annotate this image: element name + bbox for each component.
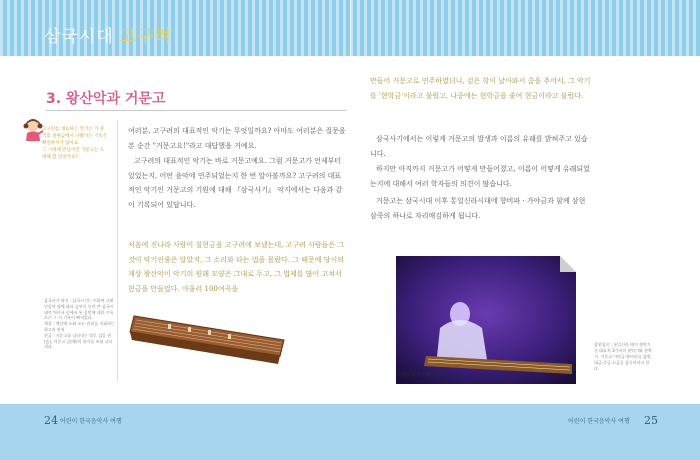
geomungo-illustration: [128, 312, 288, 372]
girl-figure-icon: [22, 117, 44, 141]
section-title: 3. 왕산악과 거문고: [46, 91, 166, 107]
record-quote-continued: 만들어 거문고로 연주하였더니, 검은 학이 날아와서 춤을 추어서, 그 악기를 '현학금'이라고 불렀고, 나중에는 현학금을 줄여 현금이라고 불렀다.: [370, 77, 591, 100]
right-running-title: 어린이 한국음악사 여행: [568, 418, 630, 425]
left-running-title: 어린이 한국음악사 여행: [60, 418, 122, 425]
record-quote: 처음에 진나라 사람이 칠현금을 고구려에 보냈는데, 고구려 사람들은 그것이 악기인줄은 알았지, 그 소리와 타는 법을 몰랐다. 그 때문에 당시의 재상 왕산악이 악기의 원래 모양은 그대로 두고, 그 법제를 많이 고쳐서 현금을 만들었다. 아울러 100여곡을: [128, 241, 345, 293]
side-note-line2: 그 시대에 만들어진 거문고는 도대체 할 일일까요?: [42, 148, 105, 160]
left-page-number: 24: [44, 414, 58, 427]
page-gutter: [350, 0, 351, 56]
right-page-number: 25: [644, 414, 658, 427]
left-paragraph-2: 고구려의 대표적인 악기는 바로 거문고예요. 그럼 거문고가 언제부터 있었는지, 어떤 음악에 연주되었는지 한 번 알아볼까요? 고구려의 대표적인 악기인 거문고의 기원에 대해 『삼국사기』 악지에서는 다음과 같이 기록되어 있답니다.: [128, 157, 343, 209]
side-note-question: 고구려를 대표하는 악기는 가 중국의 칠현금에서 나왔다는 기록은 확실하지가 않아요.: [42, 127, 108, 146]
photo-note: 삼현삼죽 : 통일신라 때의 향악기 중 대표적 3가지의 현악기와 관악기. 거문고·가야금·향비파를 삼현, 대금·중금·소금을 삼죽이라고 한다.: [594, 342, 652, 371]
header-band: [0, 0, 700, 56]
footnote-3: 현금 : 거문고를 나타내는 말로 검을 현(玄), 거문고 금(琴)의 한자를 조합 나타낸다.: [44, 332, 113, 350]
header-title-period: 삼국시대: [44, 27, 114, 47]
header-title-kingdom: 고구려: [119, 27, 172, 47]
footnotes: [44, 298, 116, 350]
footer-band: [0, 404, 700, 460]
side-note: [42, 126, 108, 161]
footnote-1: 삼국사기 악지 : 삼국시기는 이하여 고려 인종의 명에 따라 김부식 등이 쓴 삼국시대의 역사서 중에서 통 음악에 대한 기록으로 그 이 기록이 빠져있다.: [44, 298, 114, 321]
header-title: [44, 22, 172, 47]
left-paragraph-1: 여러분, 고구려의 대표적인 악기는 무엇일까요? 아마도 여러분은 질문을 본 순간 "거문고요!"라고 대답했을 거예요.: [128, 127, 346, 150]
title-rule: [46, 110, 346, 111]
right-paragraph-2: 하지만 아직까지 거문고가 어떻게 만들어졌고, 이름이 어떻게 유래되었는지에 대해서 여러 학자들의 의견이 많습니다.: [370, 165, 590, 188]
right-paragraph-3: 거문고는 삼국시대 이후 통일신라시대에 향비파 · 가야금과 함께 삼현삼죽의 하나로 자리매김하게 됩니다.: [370, 197, 586, 220]
photo-caption: 거문고를 연주하는 모습: [398, 373, 445, 378]
footnote-2: 재상 : 옛날에 도와 모든 관리를 지휘하는 최고의 관직: [44, 321, 115, 332]
performer-photo: [396, 256, 576, 384]
photo-page-curl: [560, 256, 576, 272]
right-paragraph-1: 삼국사기에서는 이렇게 거문고의 발생과 이름의 유래를 밝혀주고 있습니다.: [370, 135, 588, 158]
margin-rule: [117, 120, 118, 382]
